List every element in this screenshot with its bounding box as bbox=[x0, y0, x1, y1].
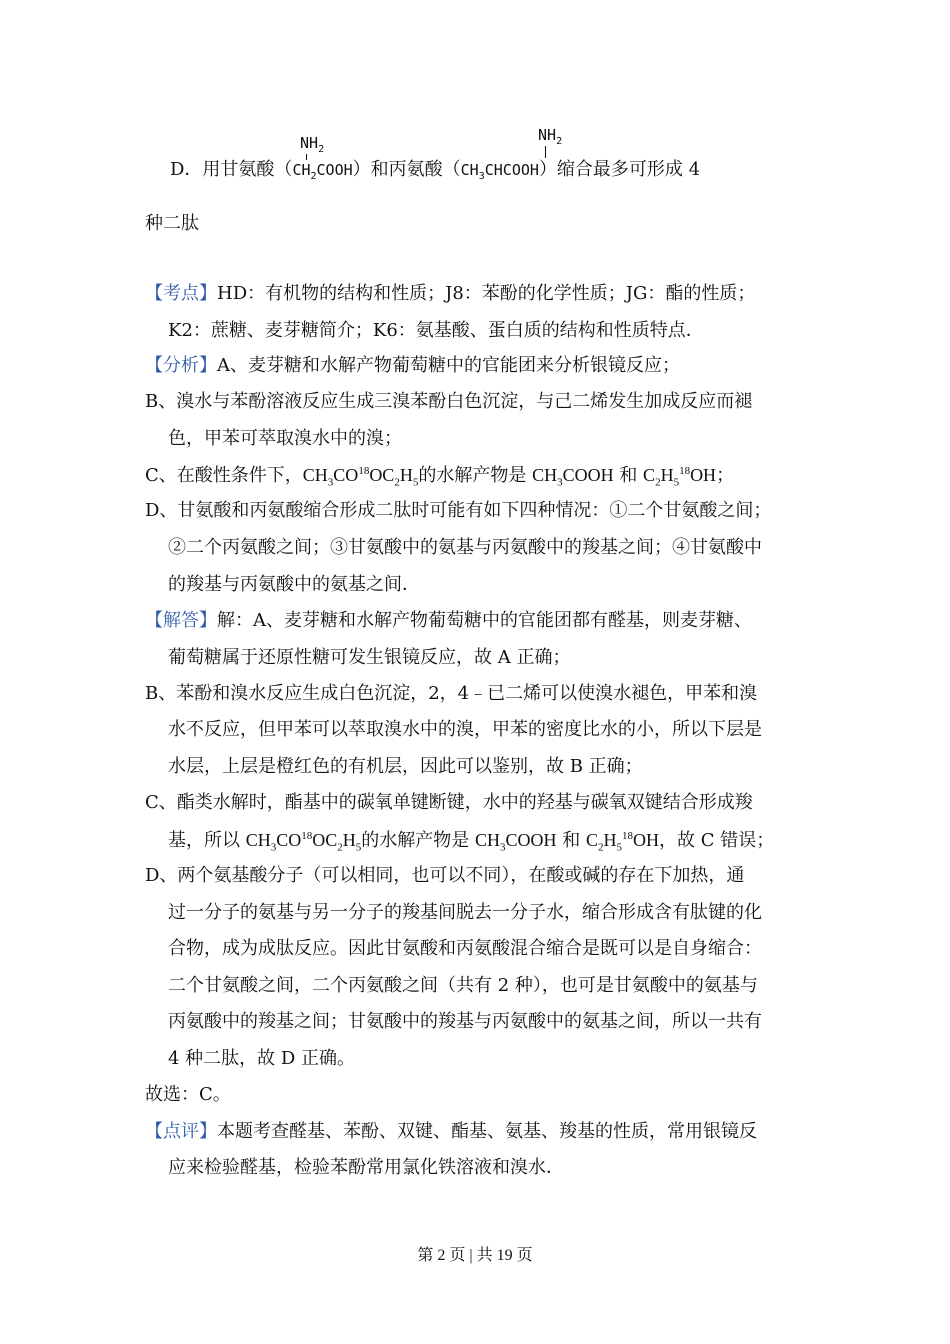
ester-formula: $CH_3CO^{18}OC_2H_5$ bbox=[302, 465, 419, 489]
jieda-c1: C、酯类水解时，酯基中的碳氧单键断键，水中的羟基与碳氧双键结合形成羧 bbox=[145, 792, 753, 813]
jieda-d5: 丙氨酸中的羧基之间；甘氨酸中的羧基与丙氨酸中的氨基之间，所以一共有 bbox=[168, 1011, 762, 1032]
option-d-before: D．用甘氨酸（ bbox=[170, 159, 293, 180]
jieda-a1: 解：A、麦芽糖和水解产物葡萄糖中的官能团都有醛基，则麦芽糖、 bbox=[217, 610, 752, 631]
ester-formula-2: $CH_3CO^{18}OC_2H_5$ bbox=[245, 830, 362, 854]
dianping-line-1 bbox=[145, 1119, 757, 1145]
alanine-amino-group: $NH_2$ bbox=[538, 126, 563, 147]
kaodian-text-1: HD：有机物的结构和性质；J8：苯酚的化学性质；JG：酯的性质； bbox=[217, 283, 756, 304]
fenxi-c-end: ； bbox=[716, 465, 735, 486]
jieda-b1: B、苯酚和溴水反应生成白色沉淀，2，4﹣已二烯可以使溴水褪色，甲苯和溴 bbox=[145, 683, 758, 704]
ethanol-formula: $C_2H_5^{18}OH$ bbox=[643, 465, 717, 489]
fenxi-c-pre: C、在酸性条件下， bbox=[145, 465, 303, 486]
fenxi-d3: 的羧基与丙氨酸中的氨基之间． bbox=[168, 574, 420, 595]
jieda-b2: 水不反应，但甲苯可以萃取溴水中的溴，甲苯的密度比水的小，所以下层是 bbox=[168, 719, 762, 740]
jieda-c2-end: ，故 C 错误； bbox=[659, 830, 775, 851]
fenxi-d2: ②二个丙氨酸之间；③甘氨酸中的氨基与丙氨酸中的羧基之间；④甘氨酸中 bbox=[168, 537, 762, 558]
dianping-text-1: 本题考查醛基、苯酚、双键、酯基、氨基、羧基的性质，常用银镜反 bbox=[217, 1121, 757, 1142]
jieda-c2-mid: 的水解产物是 bbox=[361, 830, 476, 851]
kaodian-line-1 bbox=[145, 281, 755, 307]
acetic-acid-formula: $CH_3COOH$ bbox=[532, 465, 614, 489]
jieda-d6: 4 种二肽，故 D 正确。 bbox=[168, 1048, 356, 1069]
ethanol-formula-2: $C_2H_5^{18}OH$ bbox=[586, 830, 660, 854]
dianping-tag: 【点评】 bbox=[145, 1121, 217, 1142]
glycine-amino-group: $NH_2$ bbox=[300, 134, 325, 155]
glycine-formula: $CH_2COOH$ bbox=[292, 161, 353, 182]
fenxi-c bbox=[145, 462, 734, 489]
jieda-line-a1 bbox=[145, 608, 752, 634]
fenxi-d1: D、甘氨酸和丙氨酸缩合形成二肽时可能有如下四种情况：①二个甘氨酸之间； bbox=[145, 500, 772, 521]
dianping-line-2: 应来检验醛基，检验苯酚常用氯化铁溶液和溴水． bbox=[168, 1157, 564, 1178]
option-d-continuation: 种二肽 bbox=[145, 213, 199, 234]
jieda-tag: 【解答】 bbox=[145, 610, 217, 631]
page-footer: 第 2 页 | 共 19 页 bbox=[417, 1247, 533, 1264]
answer-line: 故选：C。 bbox=[145, 1084, 231, 1105]
fenxi-a: A、麦芽糖和水解产物葡萄糖中的官能团来分析银镜反应； bbox=[217, 355, 680, 376]
fenxi-line-a bbox=[145, 353, 680, 379]
jieda-c2-and: 和 bbox=[556, 830, 586, 851]
jieda-d3: 合物，成为成肽反应。因此甘氨酸和丙氨酸混合缩合是既可以是自身缩合： bbox=[168, 938, 762, 959]
kaodian-line-2: K2：蔗糖、麦芽糖简介；K6：氨基酸、蛋白质的结构和性质特点． bbox=[168, 320, 704, 341]
option-d-middle: ）和丙氨酸（ bbox=[352, 159, 461, 180]
option-d-line bbox=[170, 157, 700, 190]
jieda-d1: D、两个氨基酸分子（可以相同，也可以不同），在酸或碱的存在下加热，通 bbox=[145, 865, 745, 886]
alanine-formula: $CH_3CHCOOH$ bbox=[460, 161, 539, 182]
fenxi-c-mid: 的水解产物是 bbox=[418, 465, 533, 486]
fenxi-b2: 色，甲苯可萃取溴水中的溴； bbox=[168, 428, 402, 449]
fenxi-tag: 【分析】 bbox=[145, 355, 217, 376]
acetic-acid-formula-2: $CH_3COOH$ bbox=[475, 830, 557, 854]
jieda-c2 bbox=[168, 827, 774, 854]
jieda-a2: 葡萄糖属于还原性糖可发生银镜反应，故 A 正确； bbox=[168, 647, 571, 668]
jieda-d4: 二个甘氨酸之间，二个丙氨酸之间（共有 2 种），也可是甘氨酸中的氨基与 bbox=[168, 975, 758, 996]
fenxi-c-and: 和 bbox=[613, 465, 644, 486]
fenxi-b1: B、溴水与苯酚溶液反应生成三溴苯酚白色沉淀，与己二烯发生加成反应而褪 bbox=[145, 391, 753, 412]
jieda-b3: 水层，上层是橙红色的有机层，因此可以鉴别，故 B 正确； bbox=[168, 756, 643, 777]
jieda-d2: 过一分子的氨基与另一分子的羧基间脱去一分子水，缩合形成含有肽键的化 bbox=[168, 902, 762, 923]
option-d-after: ）缩合最多可形成 4 bbox=[538, 159, 701, 180]
jieda-c2-pre: 基，所以 bbox=[168, 830, 246, 851]
kaodian-tag: 【考点】 bbox=[145, 283, 217, 304]
